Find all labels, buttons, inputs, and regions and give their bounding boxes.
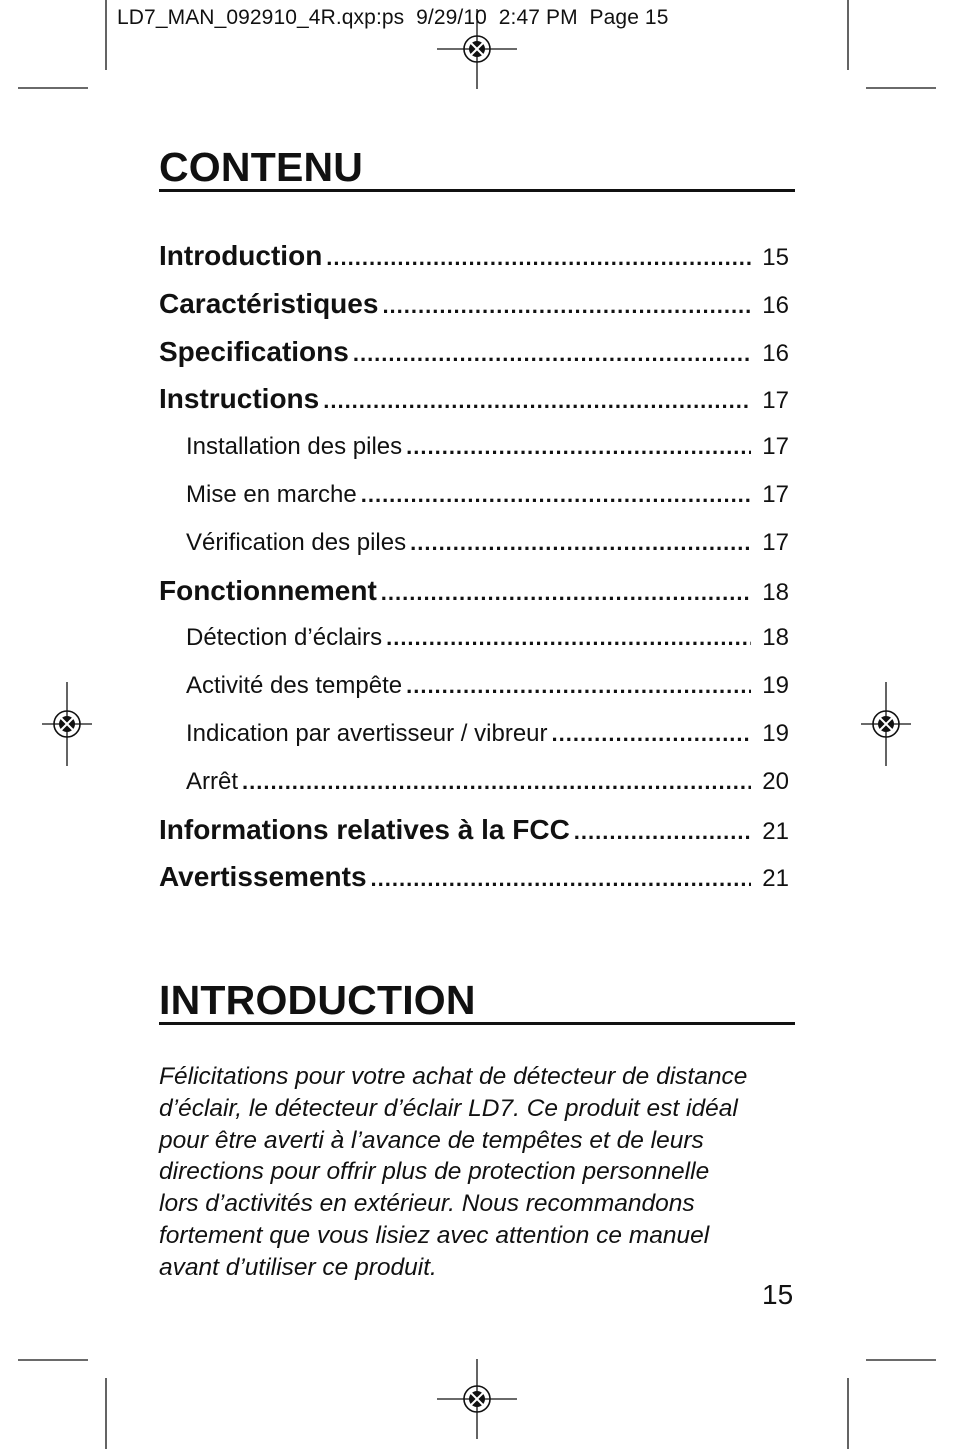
toc-entry-label: Indication par avertisseur / vibreur — [186, 719, 548, 747]
page-number: 15 — [762, 1279, 794, 1310]
toc-entry-page: 19 — [762, 719, 789, 747]
toc-heading: CONTENU — [159, 145, 795, 192]
toc-entry-page: 21 — [762, 865, 789, 893]
toc-entry-label: Informations relatives à la FCC — [159, 813, 570, 845]
toc-entry-label: Mise en marche — [186, 480, 357, 508]
toc-dot-leader — [353, 330, 751, 378]
toc-entry — [159, 567, 789, 615]
registration-mark-left-icon — [42, 682, 92, 766]
toc-dot-leader — [406, 423, 751, 471]
toc-dot-leader — [371, 855, 751, 903]
toc-entry — [159, 280, 789, 328]
registration-mark-bottom-icon — [437, 1359, 517, 1439]
registration-mark-right-icon — [861, 682, 911, 766]
introduction-paragraph — [159, 1061, 799, 1284]
toc-entry-page: 18 — [762, 624, 789, 652]
toc-dot-leader — [326, 234, 751, 282]
toc-dot-leader — [242, 758, 751, 806]
introduction-line: avant d’utiliser ce produit. — [159, 1253, 437, 1281]
toc-dot-leader — [361, 471, 751, 519]
toc-entry-page: 17 — [762, 480, 789, 508]
toc-entry — [159, 471, 789, 519]
toc-entry-label: Specifications — [159, 335, 349, 367]
toc-entry — [159, 328, 789, 376]
toc-dot-leader — [410, 519, 751, 567]
toc-entry-page: 17 — [762, 528, 789, 556]
toc-entry — [159, 758, 789, 806]
toc-entry-label: Fonctionnement — [159, 574, 377, 606]
toc-entry-label: Arrêt — [186, 767, 239, 795]
toc-dot-leader — [552, 710, 752, 758]
introduction-line: d’éclair, le détecteur d’éclair LD7. Ce produit est idéal — [159, 1094, 738, 1122]
introduction-line: fortement que vous lisiez avec attention ce manuel — [159, 1221, 710, 1249]
toc-entry-label: Caractéristiques — [159, 287, 379, 319]
introduction-line: directions pour offrir plus de protection personnelle — [159, 1158, 710, 1186]
toc-entry — [159, 375, 789, 423]
toc-entry-page: 16 — [762, 291, 789, 319]
toc-dot-leader — [574, 808, 751, 856]
introduction-line: Félicitations pour votre achat de détecteur de distance — [159, 1063, 748, 1090]
toc-entry-label: Installation des piles — [186, 433, 403, 461]
introduction-line: pour être averti à l’avance de tempêtes et de leurs — [159, 1126, 704, 1154]
toc-entry-label: Avertissements — [159, 861, 367, 893]
toc-entry-page: 21 — [762, 817, 789, 845]
toc-entry — [159, 423, 789, 471]
toc-entry-page: 17 — [762, 387, 789, 415]
toc-entry — [159, 806, 789, 854]
toc-entry-page: 15 — [762, 244, 789, 271]
toc-dot-leader — [381, 569, 751, 617]
toc-entry — [159, 853, 789, 901]
toc-entry-label: Introduction — [159, 240, 323, 271]
toc-dot-leader — [386, 614, 751, 662]
toc-entry-page: 18 — [762, 578, 789, 606]
introduction-heading: INTRODUCTION — [159, 978, 795, 1025]
toc-dot-leader — [323, 377, 751, 425]
toc-entry-page: 16 — [762, 339, 789, 367]
toc-entry-label: Activité des tempête — [186, 672, 403, 700]
toc-entry — [159, 614, 789, 662]
toc-entry — [159, 232, 789, 280]
toc-dot-leader — [382, 282, 751, 330]
print-slug: LD7_MAN_092910_4R.qxp:ps 9/29/10 2:47 PM Page 15 — [117, 6, 669, 29]
toc-entry-page: 20 — [762, 767, 789, 795]
toc-entry-label: Détection d’éclairs — [186, 624, 383, 652]
toc-entry — [159, 710, 789, 758]
table-of-contents — [159, 232, 789, 901]
toc-entry-label: Vérification des piles — [186, 528, 407, 556]
toc-entry — [159, 662, 789, 710]
toc-entry-label: Instructions — [159, 383, 320, 415]
toc-dot-leader — [406, 662, 751, 710]
introduction-line: lors d’activités en extérieur. Nous recommandons — [159, 1190, 695, 1218]
toc-entry — [159, 519, 789, 567]
toc-entry-page: 17 — [762, 433, 789, 461]
toc-entry-page: 19 — [762, 672, 789, 700]
